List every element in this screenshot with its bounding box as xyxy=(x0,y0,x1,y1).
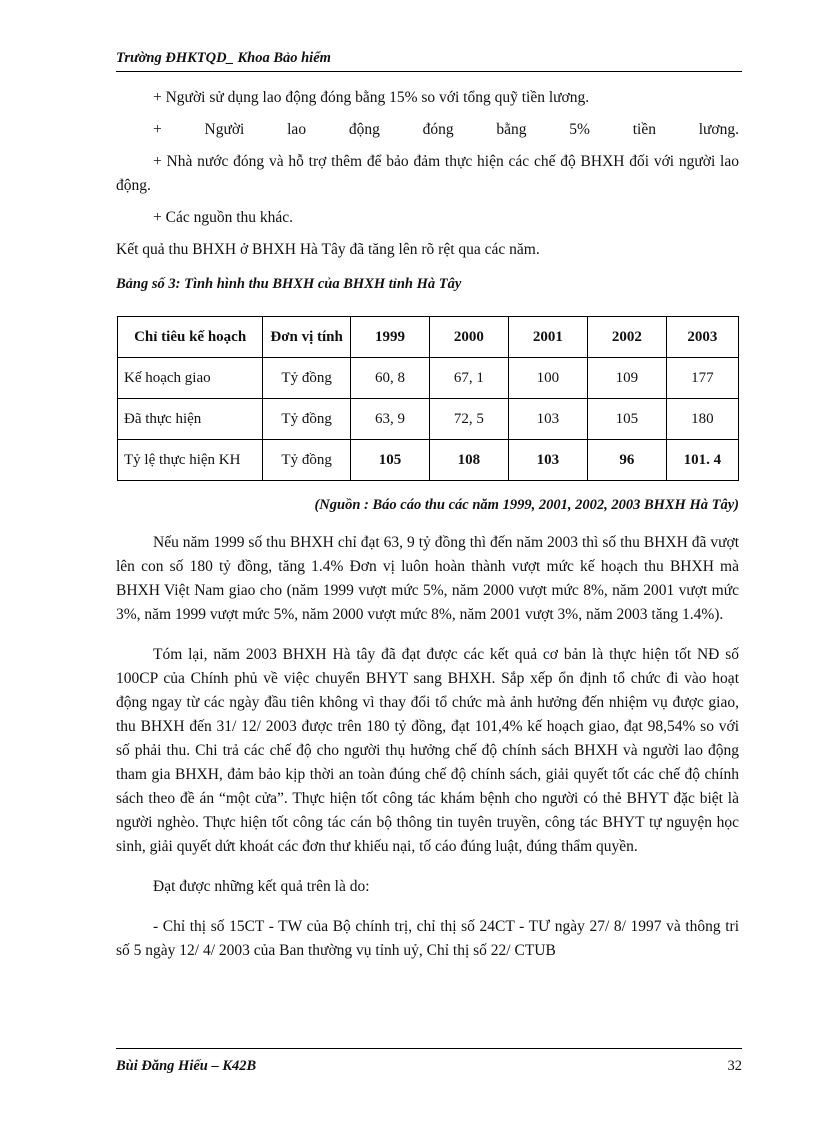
table-cell: Kế hoạch giao xyxy=(118,358,263,399)
header-rule xyxy=(116,71,742,72)
table-cell: Tỷ đồng xyxy=(263,440,351,481)
table-cell: 103 xyxy=(508,440,587,481)
table-cell: 101. 4 xyxy=(666,440,738,481)
table-cell: 109 xyxy=(587,358,666,399)
table-source: (Nguồn : Báo cáo thu các năm 1999, 2001, 2002, 2003 BHXH Hà Tây) xyxy=(314,497,739,513)
table-cell: 108 xyxy=(429,440,508,481)
col-header: 2002 xyxy=(587,317,666,358)
bullet-state: + Nhà nước đóng và hỗ trợ thêm để bảo đảm thực hiện các chế độ BHXH đối với người lao động. xyxy=(116,153,739,194)
table-header-row xyxy=(118,317,739,358)
document-body xyxy=(116,86,739,963)
page-number: 32 xyxy=(727,1058,742,1074)
table-row xyxy=(118,399,739,440)
revenue-table xyxy=(117,316,739,481)
intro-text: Kết quả thu BHXH ở BHXH Hà Tây đã tăng lên rõ rệt qua các năm. xyxy=(116,241,540,258)
bullet-employer: + Người sử dụng lao động đóng bằng 15% so với tổng quỹ tiền lương. xyxy=(153,89,590,106)
table-cell: 180 xyxy=(666,399,738,440)
table-cell: 60, 8 xyxy=(350,358,429,399)
table-cell: 105 xyxy=(587,399,666,440)
paragraph: Tóm lại, năm 2003 BHXH Hà tây đã đạt được các kết quả cơ bản là thực hiện tốt NĐ số 100CP của Chính phủ về việc chuyển BHYT sang BHXH. Sắp xếp ổn định tổ chức đi vào hoạt động ngay từ các ngày đầu tiên không vì thay đổi tổ chức mà ảnh hưởng đến nhiệm vụ được giao, thu BHXH đến 31/ 12/ 2003 được trên 180 tỷ đồng, đạt 101,4% kế hoạch giao, đạt 98,54% so với số phải thu. Chi trả các chế độ cho người thụ hưởng chế độ chính sách BHXH và người lao động tham gia BHXH, đảm bảo kịp thời an toàn đúng chế độ chính sách, giải quyết tốt các chế độ chính sách theo đề án “một cửa”. Thực hiện tốt công tác khám bệnh cho người có thẻ BHYT đặc biệt là người nghèo. Thực hiện tốt công tác cán bộ thông tin tuyên truyền, công tác BHYT tự nguyện học sinh, giải quyết dứt khoát các đơn thư khiếu nại, tố cáo đúng luật, đúng thẩm quyền. xyxy=(116,646,739,855)
page-header: Trường ĐHKTQD_ Khoa Bảo hiểm xyxy=(116,50,331,66)
table-cell: 103 xyxy=(508,399,587,440)
table-cell: Tỷ đồng xyxy=(263,399,351,440)
table-cell: 72, 5 xyxy=(429,399,508,440)
table-row xyxy=(118,358,739,399)
col-header: Đơn vị tính xyxy=(263,317,351,358)
bullet-other: + Các nguồn thu khác. xyxy=(153,209,294,226)
paragraph: Nếu năm 1999 số thu BHXH chỉ đạt 63, 9 tỷ đồng thì đến năm 2003 thì số thu BHXH đã vượt lên con số 180 tỷ đồng, tăng 1.4% Đơn vị luôn hoàn thành vượt mức kế hoạch thu BHXH mà BHXH Việt Nam giao cho (năm 1999 vượt mức 5%, năm 2000 vượt mức 8%, năm 2001 vượt mức 3%, năm 1999 vượt mức 5%, năm 2000 vượt mức 8%, năm 2001 vượt 3%, năm 2003 tăng 1.4%). xyxy=(116,534,739,623)
col-header: 2001 xyxy=(508,317,587,358)
table-cell: 67, 1 xyxy=(429,358,508,399)
page-footer xyxy=(116,1058,742,1075)
bullet-employee: + Người lao động đóng bằng 5% tiền lương. xyxy=(153,121,739,138)
col-header: 1999 xyxy=(350,317,429,358)
table-cell: Tỷ lệ thực hiện KH xyxy=(118,440,263,481)
col-header: 2003 xyxy=(666,317,738,358)
table-caption: Bảng số 3: Tình hình thu BHXH của BHXH tỉnh Hà Tây xyxy=(116,276,462,292)
col-header: Chỉ tiêu kế hoạch xyxy=(118,317,263,358)
paragraph: - Chỉ thị số 15CT - TW của Bộ chính trị, chỉ thị số 24CT - TƯ ngày 27/ 8/ 1997 và thông tri số 5 ngày 12/ 4/ 2003 của Ban thường vụ tỉnh uỷ, Chỉ thị số 22/ CTUB xyxy=(116,918,739,959)
table-cell: Tỷ đồng xyxy=(263,358,351,399)
footer-rule xyxy=(116,1048,742,1049)
table-cell: 63, 9 xyxy=(350,399,429,440)
table-cell: 177 xyxy=(666,358,738,399)
table-cell: 96 xyxy=(587,440,666,481)
col-header: 2000 xyxy=(429,317,508,358)
table-cell: 105 xyxy=(350,440,429,481)
table-row xyxy=(118,440,739,481)
table-cell: 100 xyxy=(508,358,587,399)
table-cell: Đã thực hiện xyxy=(118,399,263,440)
footer-author: Bùi Đăng Hiếu – K42B xyxy=(116,1058,257,1074)
paragraph: Đạt được những kết quả trên là do: xyxy=(153,878,370,895)
